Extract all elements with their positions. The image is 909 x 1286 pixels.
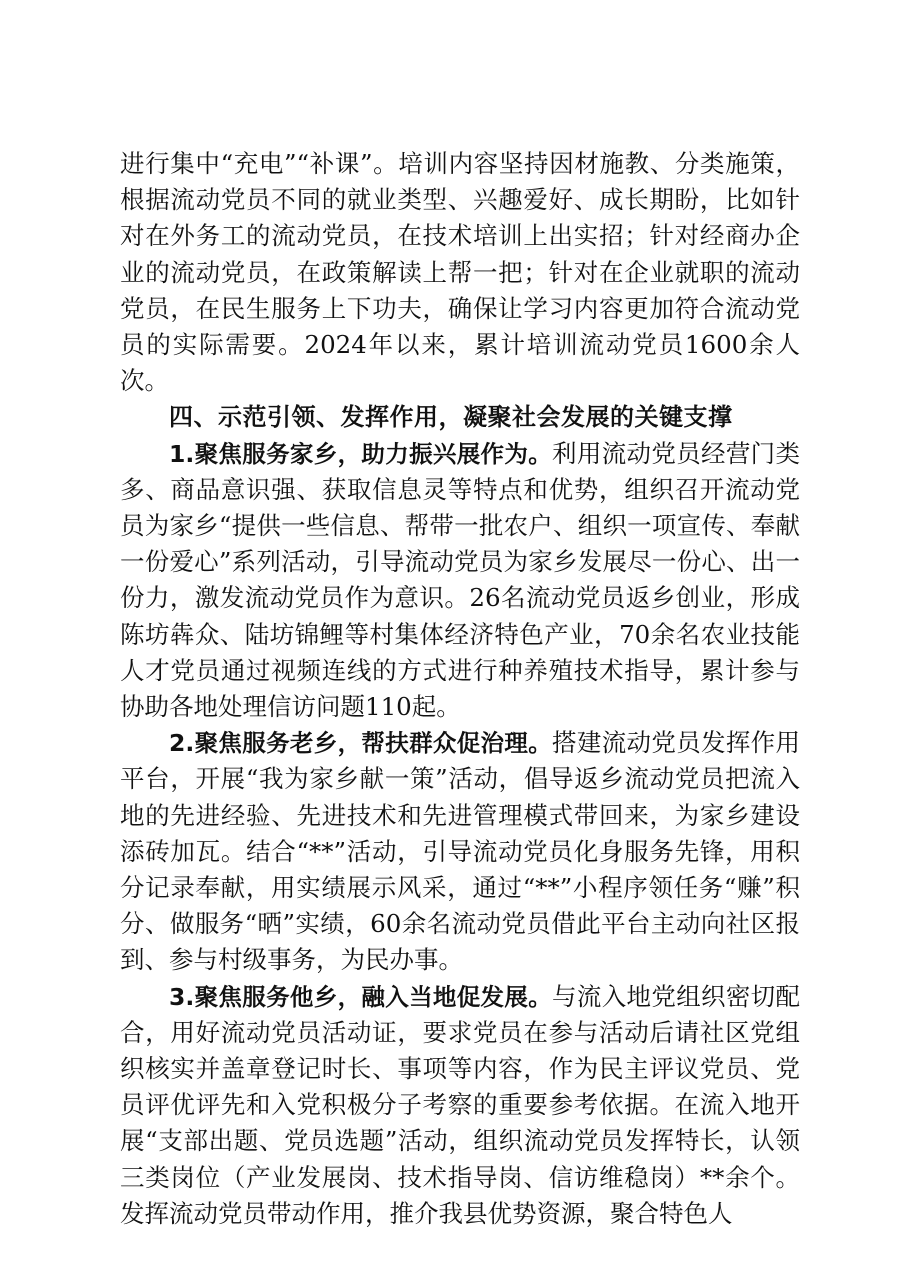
item-lead: 3.聚焦服务他乡，融入当地促发展。 <box>169 982 553 1011</box>
section-heading-text: 四、示范引领、发挥作用，凝聚社会发展的关键支撑 <box>169 403 733 432</box>
item-lead: 1.聚焦服务家乡，助力振兴展作为。 <box>169 439 553 468</box>
item-paragraph-3 <box>120 979 800 1232</box>
document-body <box>120 146 800 1232</box>
item-lead: 2.聚焦服务老乡，帮扶群众促治理。 <box>169 729 553 758</box>
paragraph-text: 与流入地党组织密切配合，用好流动党员活动证，要求党员在参与活动后请社区党组织核实并盖章登记时长、事项等内容，作为民主评议党员、党员评优评先和入党积极分子考察的重要参考依据。在流入地开展“支部出题、党员选题”活动，组织流动党员发挥特长，认领三类岗位（产业发展岗、技术指导岗、信访维稳岗）**余个。发挥流动党员带动作用，推介我县优势资源，聚合特色人 <box>120 981 801 1228</box>
paragraph-text: 进行集中“充电”“补课”。培训内容坚持因材施教、分类施策，根据流动党员不同的就业类型、兴趣爱好、成长期盼，比如针对在外务工的流动党员，在技术培训上出实招；针对经商办企业的流动党员，在政策解读上帮一把；针对在企业就职的流动党员，在民生服务上下功夫，确保让学习内容更加符合流动党员的实际需要。2024年以来，累计培训流动党员1600余人次。 <box>120 149 800 396</box>
section-heading <box>120 399 800 435</box>
item-paragraph-1 <box>120 436 800 726</box>
paragraph-text: 利用流动党员经营门类多、商品意识强、获取信息灵等特点和优势，组织召开流动党员为家乡“提供一些信息、帮带一批农户、组织一项宣传、奉献一份爱心”系列活动，引导流动党员为家乡发展尽一份心、出一份力，激发流动党员作为意识。26名流动党员返乡创业，形成陈坊犇众、陆坊锦鲤等村集体经济特色产业，70余名农业技能人才党员通过视频连线的方式进行种养殖技术指导，累计参与协助各地处理信访问题110起。 <box>120 438 801 722</box>
continuation-paragraph <box>120 146 800 399</box>
paragraph-text: 搭建流动党员发挥作用平台，开展“我为家乡献一策”活动，倡导返乡流动党员把流入地的先进经验、先进技术和先进管理模式带回来，为家乡建设添砖加瓦。结合“**”活动，引导流动党员化身服务先锋，用积分记录奉献，用实绩展示风采，通过“**”小程序领任务“赚”积分、做服务“晒”实绩，60余名流动党员借此平台主动向社区报到、参与村级事务，为民办事。 <box>120 728 801 975</box>
item-paragraph-2 <box>120 725 800 978</box>
